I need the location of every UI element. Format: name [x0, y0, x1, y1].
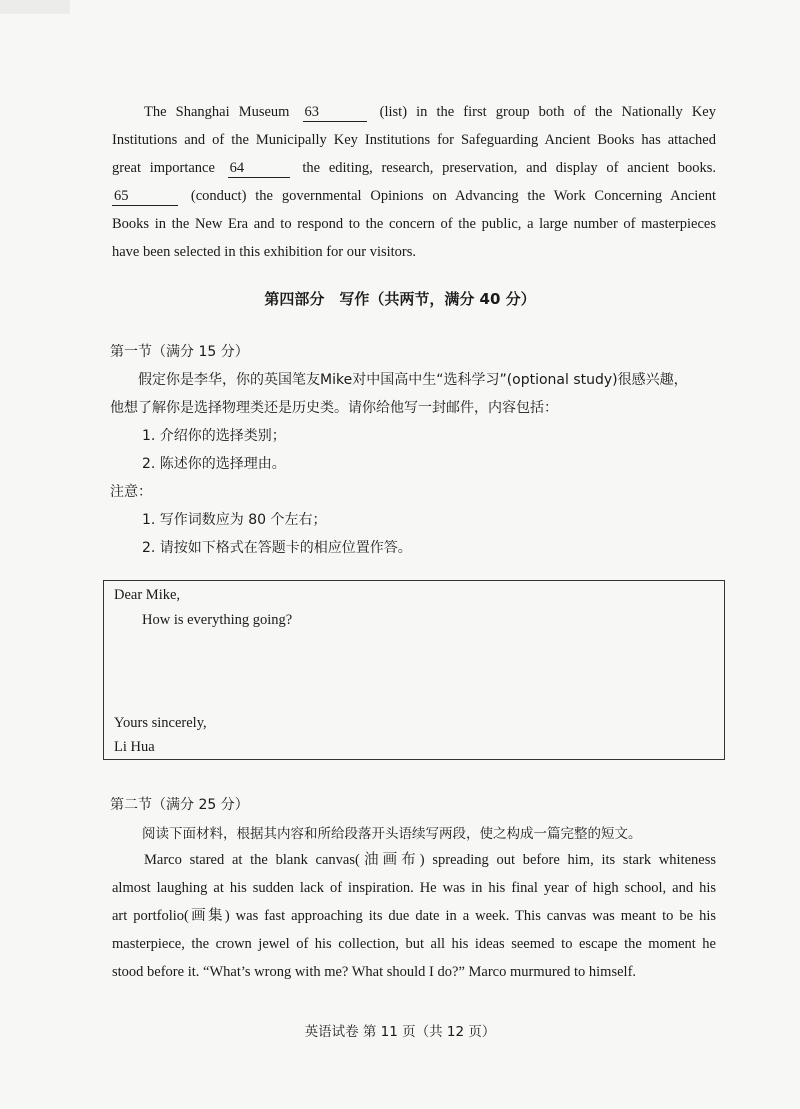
page-footer: 英语试卷 第 11 页（共 12 页）	[304, 1024, 496, 1040]
scan-edge-shadow	[0, 0, 70, 14]
note-label: 注意：	[110, 484, 152, 500]
cloze-line-2: Institutions and of the Municipally Key Institutions for Safeguarding Ancient Books has attached	[112, 132, 716, 148]
letter-signature: Li Hua	[114, 739, 155, 755]
part4-heading: 第四部分 写作（共两节，满分 40 分）	[264, 290, 536, 308]
section2-title: 第二节（满分 25 分）	[110, 797, 249, 813]
continuation-passage	[112, 846, 716, 986]
cloze-passage	[112, 98, 716, 266]
section1-title: 第一节（满分 15 分）	[110, 344, 249, 360]
section1-prompt-line2: 他想了解你是选择物理类还是历史类。请你给他写一封邮件，内容包括：	[110, 400, 558, 416]
passage-line-3: art portfolio(画集) was fast approaching its due date in a week. This canvas was meant to be his	[112, 908, 716, 924]
passage-line-4: masterpiece, the crown jewel of his collection, but all his ideas seemed to escape the moment he	[112, 936, 716, 952]
note-item-2: 2. 请按如下格式在答题卡的相应位置作答。	[142, 540, 412, 556]
blank-64: 64	[228, 159, 290, 178]
cloze-line-5: Books in the New Era and to respond to the concern of the public, a large number of masterpieces	[112, 216, 716, 232]
letter-template-box	[103, 580, 725, 760]
passage-line-2: almost laughing at his sudden lack of inspiration. He was in his final year of high school, and his	[112, 880, 716, 896]
note-item-1: 1. 写作词数应为 80 个左右；	[142, 512, 327, 528]
letter-opening: How is everything going?	[142, 612, 293, 628]
section1-prompt-line1: 假定你是李华，你的英国笔友Mike对中国高中生“选科学习”(optional study)很感兴趣，	[138, 372, 688, 388]
cloze-line-4: 65 (conduct) the governmental Opinions on Advancing the Work Concerning Ancient	[114, 188, 717, 204]
blank-63: 63	[303, 103, 367, 122]
cloze-line-3: great importance 64 the editing, research, preservation, and display of ancient books.	[112, 160, 717, 176]
letter-closing: Yours sincerely,	[114, 715, 207, 731]
section2-instruction: 阅读下面材料，根据其内容和所给段落开头语续写两段，使之构成一篇完整的短文。	[142, 826, 642, 842]
passage-line-1: Marco stared at the blank canvas(油画布) spreading out before him, its stark whiteness	[144, 852, 716, 868]
section1-item-2: 2. 陈述你的选择理由。	[142, 456, 286, 472]
passage-line-5: stood before it. “What’s wrong with me? What should I do?” Marco murmured to himself.	[112, 964, 637, 980]
cloze-line-6: have been selected in this exhibition for our visitors.	[112, 244, 417, 260]
blank-65: 65	[112, 187, 178, 206]
letter-salutation: Dear Mike,	[114, 587, 181, 603]
section1-item-1: 1. 介绍你的选择类别；	[142, 428, 286, 444]
section1	[110, 338, 750, 562]
cloze-line-1: The Shanghai Museum 63 (list) in the first group both of the Nationally Key	[144, 104, 716, 120]
